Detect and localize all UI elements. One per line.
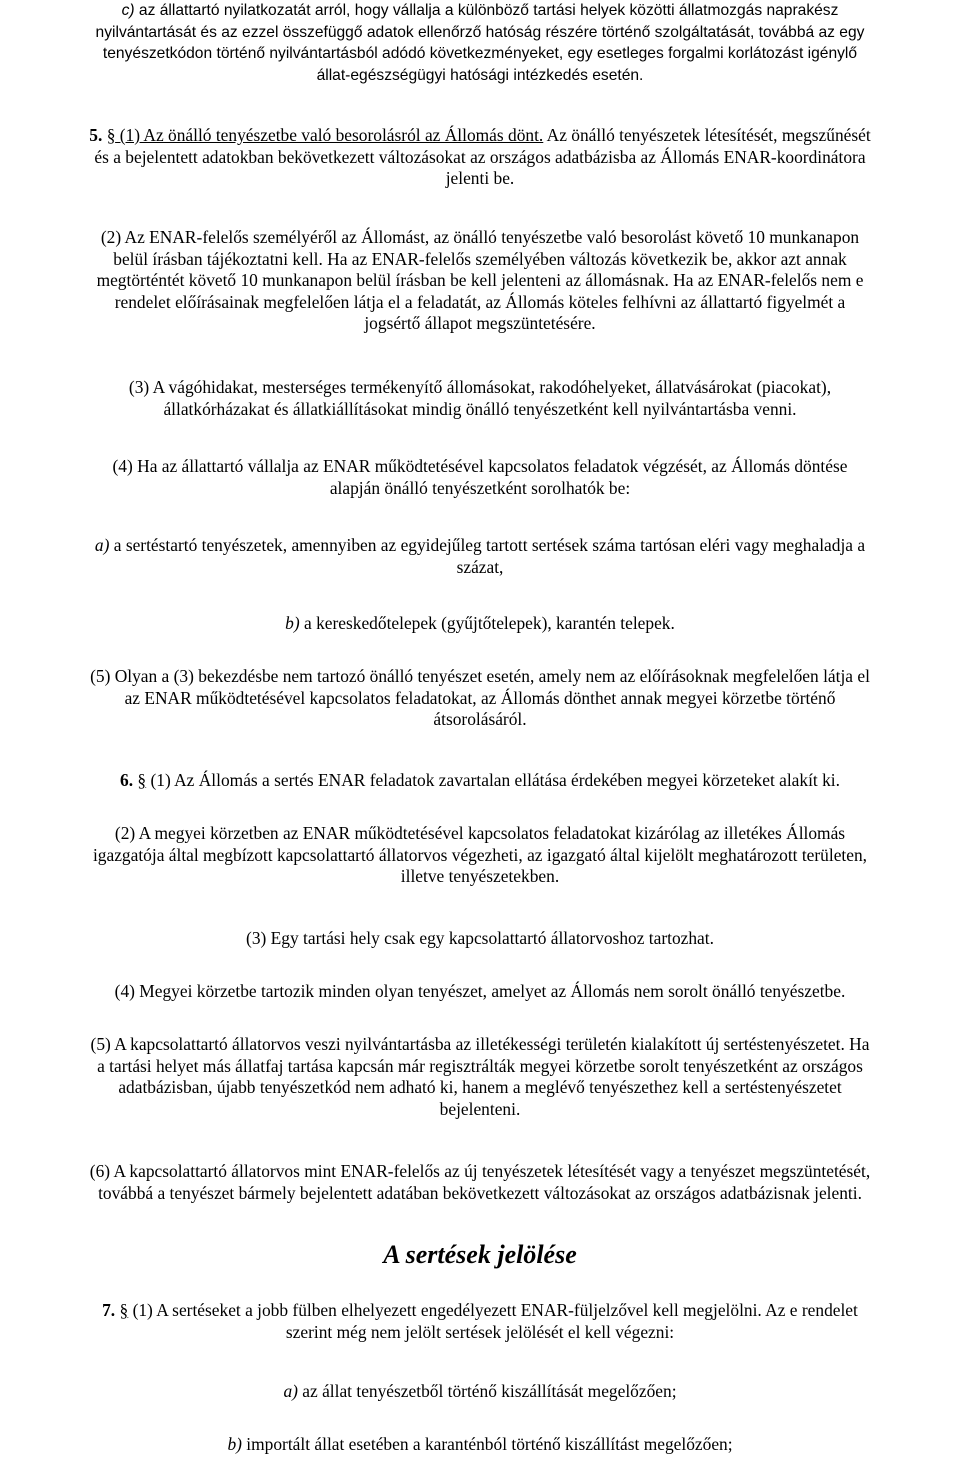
section-number: 6. xyxy=(120,770,134,790)
section-5-paragraph-5: (5) Olyan a (3) bekezdésbe nem tartozó önálló tenyészet esetén, amely nem az előírásoknak megfelelően látja el az ENAR működtetésével kapcsolatos feladatokat, az Állomás dönthet annak megyei körzetbe történő átsorolásáról. xyxy=(90,666,870,729)
section-sign-link[interactable]: § xyxy=(137,770,147,790)
item-label-a: a) xyxy=(94,535,110,555)
section-6-paragraph-6: (6) A kapcsolattartó állatorvos mint ENAR-felelős az új tenyészetek létesítését vagy a tenyészet megszüntetését, továbbá a tenyészet bármely bejelentett adatában bekövetkezett változásokat az országos adatbázisnak jelenti. xyxy=(89,1161,871,1203)
section-sign-link[interactable]: § xyxy=(106,125,116,145)
section-7-item-a: a) az állat tenyészetből történő kiszállítását megelőzően; xyxy=(283,1381,677,1401)
item-label-c: c) xyxy=(121,2,135,19)
section-5-paragraph-3: (3) A vágóhidakat, mesterséges termékenyítő állomásokat, rakodóhelyeket, állatvásárokat (piacokat), állatkórházakat és állatkiállításokat mindig önálló tenyészetként kell nyilvántartásba venni. xyxy=(128,377,832,419)
section-5-paragraph-4: (4) Ha az állattartó vállalja az ENAR működtetésével kapcsolatos feladatok végzését, az Állomás döntése alapján önálló tenyészetként sorolhatók be: xyxy=(112,456,848,498)
item-label-b: b) xyxy=(285,613,300,633)
section-number: 7. xyxy=(102,1300,116,1320)
section-number: 5. xyxy=(89,125,103,145)
section-7-paragraph-1: 7. § (1) A sertéseket a jobb fülben elhelyezett engedélyezett ENAR-füljelzővel kell megjelölni. Az e rendelet szerint még nem jelölt sertések jelölését el kell végezni: xyxy=(102,1300,858,1342)
section-6-paragraph-1: 6. § (1) Az Állomás a sertés ENAR feladatok zavartalan ellátása érdekében megyei körzeteket alakít ki. xyxy=(120,770,840,790)
section-6-paragraph-5: (5) A kapcsolattartó állatorvos veszi nyilvántartásba az illetékességi területén kialakított új sertéstenyészetet. Ha a tartási helyet más állatfaj tartása kapcsán már regisztrálták megyei körzetbe sorolt tenyészetként az országos adatbázisban, újabb tenyészetkód nem adható ki, hanem a meglévő tenyészethez kell a sertéstenyészetet bejelenteni. xyxy=(90,1034,870,1119)
section-sign-link[interactable]: § xyxy=(119,1300,129,1320)
section-7-item-b: b) importált állat esetében a karanténból történő kiszállítást megelőzően; xyxy=(227,1434,733,1454)
section-6-paragraph-2: (2) A megyei körzetben az ENAR működtetésével kapcsolatos feladatokat kizárólag az illetékes Állomás igazgatója által megbízott kapcsolattartó állatorvos végezheti, az igazgató által kijelölt meghatározott területen, illetve tenyészetekben. xyxy=(92,823,868,886)
section-6-paragraph-4: (4) Megyei körzetbe tartozik minden olyan tenyészet, amelyet az Állomás nem sorolt önálló tenyészetbe. xyxy=(114,981,846,1001)
item-label-b: b) xyxy=(227,1434,242,1454)
item-label-a: a) xyxy=(283,1381,298,1401)
section-6-paragraph-3: (3) Egy tartási hely csak egy kapcsolattartó állatorvoshoz tartozhat. xyxy=(246,928,714,948)
section-5-paragraph-1: 5. § (1) Az önálló tenyészetbe való besorolásról az Állomás dönt. Az önálló tenyészetek létesítését, megszűnését és a bejelentett adatokban bekövetkezett változásokat az országos adatbázisba az Állomás ENAR-koordinátora jelenti be. xyxy=(89,125,871,188)
section-heading: A sertések jelölése xyxy=(383,1240,577,1269)
section-5-lead-link[interactable]: (1) Az önálló tenyészetbe való besorolásról az Állomás dönt. xyxy=(115,125,544,145)
section-5-paragraph-2: (2) Az ENAR-felelős személyéről az Állomást, az önálló tenyészetbe való besorolást követő 10 munkanapon belül írásban tájékoztatni kell. Ha az ENAR-felelős személyében változás következik be, akkor azt annak megtörténtét követő 10 munkanapon belül írásban be kell jelenteni az állomásnak. Ha az ENAR-felelős nem e rendelet előírásainak megfelelően látja el a feladatát, az Állomás köteles felhívni az állattartó figyelmét a jogsértő állapot megszüntetésére. xyxy=(96,227,864,333)
section-5-item-b: b) a kereskedőtelepek (gyűjtőtelepek), karantén telepek. xyxy=(285,613,675,633)
intro-paragraph-c: c) az állattartó nyilatkozatát arról, hogy vállalja a különböző tartási helyek közötti állatmozgás naprakész nyilvántartását és az ezzel összefüggő adatok ellenőrző hatóság részére történő szolgáltatását, továbbá az egy tenyészetkódon történő nyilvántartásból adódó következményeket, egy esetleges forgalmi korlátozást igénylő állat-egészségügyi hatósági intézkedés esetén. xyxy=(95,2,865,84)
section-5-item-a: a) a sertéstartó tenyészetek, amennyiben az egyidejűleg tartott sertések száma tartósan eléri vagy meghaladja a százat, xyxy=(94,535,866,577)
